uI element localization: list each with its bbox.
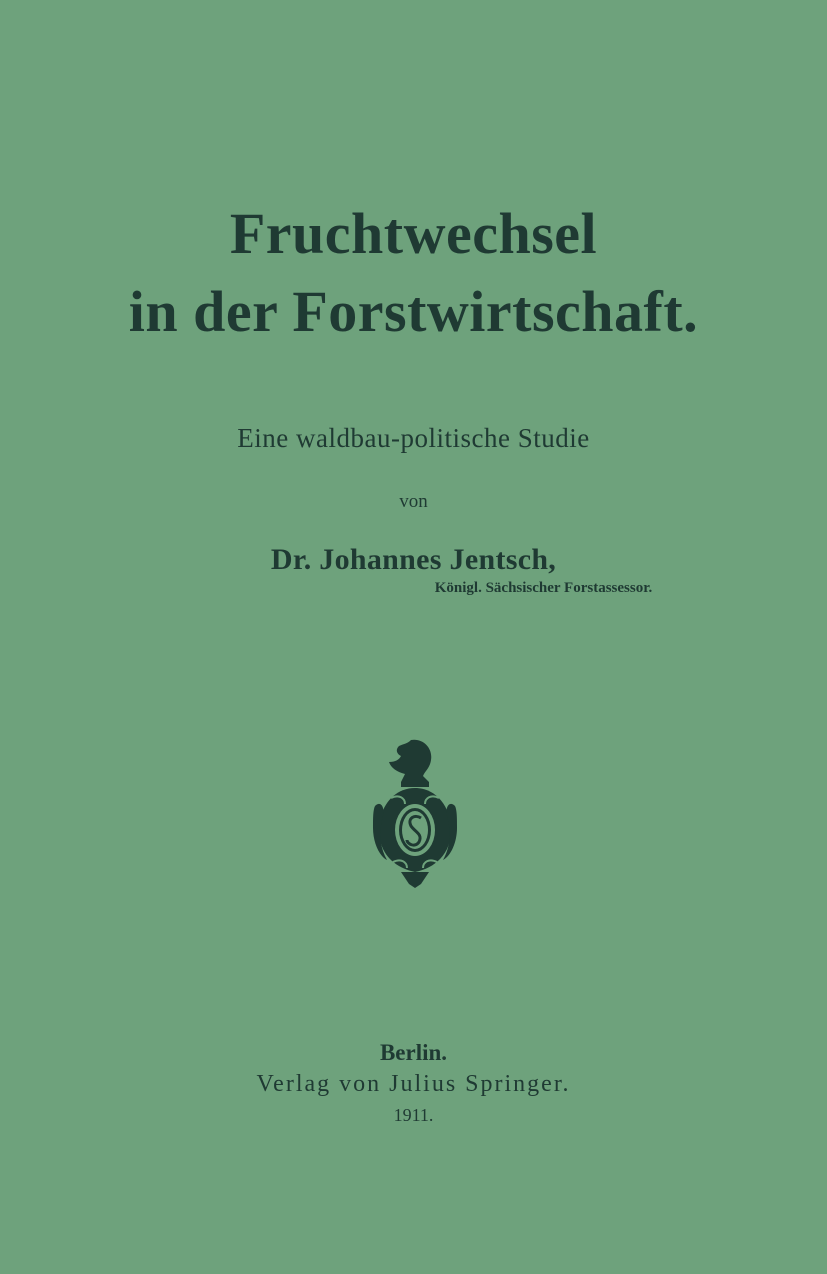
publication-year: 1911. [393,1105,434,1125]
publisher-city: Berlin. [379,1040,448,1065]
title-line-1: Fruchtwechsel [229,201,598,266]
publisher-name: Verlag von Julius Springer. [256,1071,571,1097]
by-line: von [399,491,428,512]
subtitle: Eine waldbau-politische Studie [237,423,590,453]
author-title: Königl. Sächsischer Forstassessor. [434,580,653,596]
title-line-2: in der Forstwirtschaft. [128,279,699,344]
author-name: Dr. Johannes Jentsch, [270,543,557,576]
springer-knight-icon [371,738,459,890]
